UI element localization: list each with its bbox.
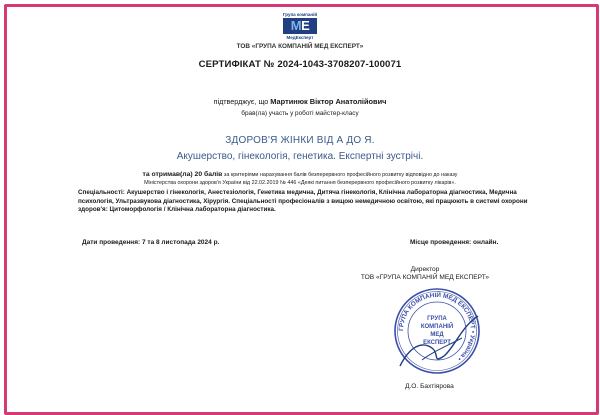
event-place: Місце проведення: онлайн. (410, 239, 499, 246)
recipient-name: Мартинюк Віктор Анатолійович (270, 97, 387, 106)
logo-top-text: Група компаній (282, 12, 318, 17)
seal-center-2: КОМПАНІЙ (420, 324, 454, 330)
company-logo (0, 12, 600, 41)
confirm-line (0, 97, 600, 106)
seal-center-1: ГРУПА (427, 316, 447, 322)
event-dates: Дати проведення: 7 та 8 листопада 2024 р. (82, 239, 220, 246)
organization-name: ТОВ «ГРУПА КОМПАНІЙ МЕД ЕКСПЕРТ» (236, 43, 364, 50)
confirm-prefix: підтверджує, що (213, 97, 269, 106)
certificate-number: СЕРТИФІКАТ № 2024-1043-3708207-100071 (198, 59, 402, 70)
points-line2: Міністерства охорони здоров'я України від 22.02.2019 № 446 «Деякі питання безперервного професійного розвитку лікарів». (144, 179, 456, 186)
participation-line: брав(ла) участь у роботі майстер-класу (241, 110, 359, 117)
seal-ring-text: ГРУПА КОМПАНІЙ МЕД ЕКСПЕРТ • Україна • (397, 291, 477, 363)
specialties: Спеціальності: Акушерство і гінекологія, Анестезіологія, Генетика медична, Дитяча гінекологія, Клінічна лабораторна діагностика, Медична психологія, Ультразвукова діагностика, Хірургія. Спеціальності професіоналів з вищою немедичною освітою, які працюють в системі охорони здоров'я: Цитоморфологія / Клінічна лабораторна діагностика. (78, 189, 528, 213)
event-title: ЗДОРОВ'Я ЖІНКИ ВІД А ДО Я. (225, 135, 375, 146)
seal-center-4: ЕКСПЕРТ (423, 340, 451, 346)
seal-center-3: МЕД (430, 332, 444, 338)
points-line1: за критеріями нарахування балів безперервного професійного розвитку відповідно до наказу (223, 172, 458, 178)
logo-mark-icon: МЕ (283, 18, 317, 34)
company-seal (392, 286, 482, 376)
director-organization: ТОВ «ГРУПА КОМПАНІЙ МЕД ЕКСПЕРТ» (360, 274, 490, 281)
points-prefix: та отримав(ла) 20 балів (142, 171, 223, 178)
event-subtitle: Акушерство, гінекологія, генетика. Експертні зустрічі. (176, 151, 424, 162)
points-text (0, 171, 600, 187)
signer-name: Д.О. Бахтіярова (405, 383, 454, 390)
logo-bottom-text: МедЕксперт (286, 35, 314, 40)
director-title: Директор (410, 266, 440, 273)
